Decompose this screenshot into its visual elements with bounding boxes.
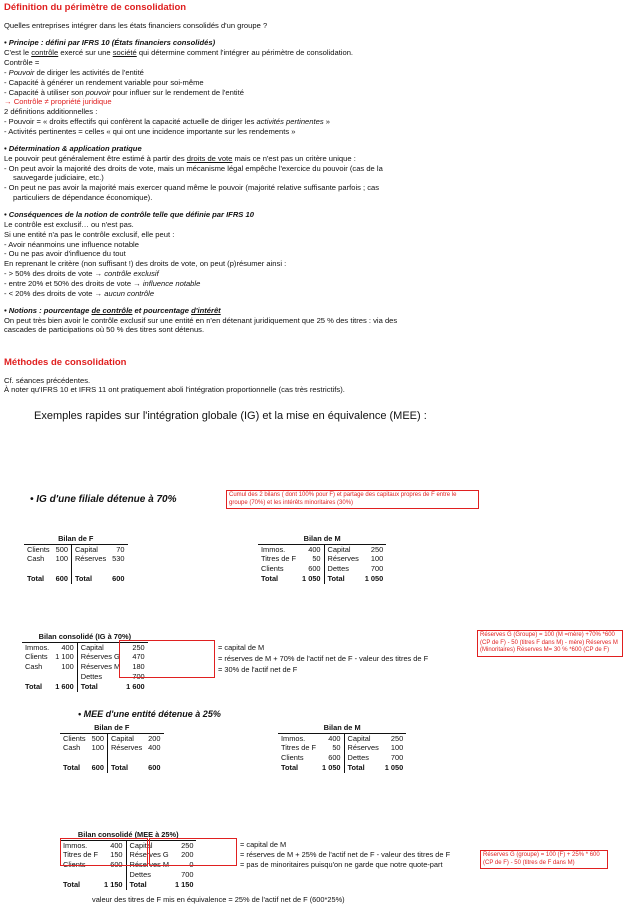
table-cell: 70 [116,544,125,554]
mee-bilan-m [278,723,406,773]
mee-anno: = capital de M [240,840,287,849]
table-cell: Clients [261,564,284,574]
table-cell: Réserves M [77,662,123,672]
table-cell: 100 [91,743,104,753]
cons-line: - entre 20% et 50% des droits de vote → influence notable [4,278,201,288]
det-line: - On peut avoir la majorité des droits de vote, mais un mécanisme légal empêche l'exercice du pouvoir (cas de la [4,163,383,173]
table-cell: Immos. [63,840,88,850]
table-cell: Immos. [281,733,306,743]
controle-item: - Capacité à utiliser son pouvoir pour influer sur le rendement de l'entité [4,87,244,97]
table-cell: Total [324,574,362,584]
table-cell: 100 [390,743,404,753]
table-cell: Total [25,682,43,692]
table-row [278,733,406,743]
table-cell: 600 [110,860,123,870]
table-cell: Total [77,682,123,692]
table-cell: 1 050 [302,574,321,584]
cons-line: - < 20% des droits de vote → aucun contrôle [4,288,155,298]
mee-bilan-f-title: Bilan de F [60,723,164,733]
table-cell: 50 [312,554,321,564]
table-cell: 250 [390,733,404,743]
table-cell: Total [107,763,145,773]
ig-anno: = 30% de l'actif net de F [218,665,298,674]
table-cell: 1 600 [55,682,74,692]
table-cell: 100 [370,554,384,564]
controle-label: Contrôle = [4,57,40,67]
ig-bilan-m [258,534,386,584]
table-cell: Clients [63,860,86,870]
notions-block [4,306,624,336]
table-row [60,733,164,743]
mee-consolide-title: Bilan consolidé (MEE à 25%) [60,830,196,840]
table-cell: 250 [370,544,384,554]
mee-anno: = pas de minoritaires puisqu'on ne garde que notre quote-part [240,860,443,869]
table-cell: 200 [181,850,194,860]
table-row [24,544,128,554]
examples-heading: Exemples rapides sur l'intégration globale (IG) et la mise en équivalence (MEE) : [34,410,427,423]
notions-line: On peut très bien avoir le contrôle exclusif sur une entité en n'en détenant juridiquement que 25 % des titres : via des [4,315,398,325]
controle-item: - Capacité à générer un rendement variable pour soi-même [4,77,204,87]
table-cell: 400 [308,544,321,554]
table-cell: 600 [91,763,104,773]
table-row [24,554,128,564]
mee-highlight-box-left [60,838,148,866]
cons-line: - Ou ne pas avoir d'influence du tout [4,249,126,259]
table-cell: Capital [77,642,123,652]
table-cell: Capital [344,733,382,743]
principe-line: C'est le contrôle exercé sur une société qui détermine comment l'intégrer au périmètre de consolidation. [4,48,354,58]
table-cell [53,564,72,574]
cons-line: - > 50% des droits de vote → contrôle exclusif [4,269,159,279]
consequences-title: • Conséquences de la notion de contrôle telle que définie par IFRS 10 [4,209,254,219]
table-cell: Immos. [261,544,286,554]
table-cell: 200 [148,733,161,743]
mee-bilan-m-title: Bilan de M [278,723,406,733]
ig-bilan-f-title: Bilan de F [24,534,128,544]
table-cell: Total [126,880,172,890]
table-cell: Réserves [107,743,145,753]
table-cell [60,753,89,763]
table-cell: Total [261,574,279,584]
ig-anno: = capital de M [218,643,265,652]
ig-highlight-box [119,640,215,678]
table-cell: 500 [55,544,68,554]
table-cell: 600 [55,574,68,584]
section-title-methodes: Méthodes de consolidation [4,357,127,369]
mee-footer: valeur des titres de F mis en équivalence = 25% de l'actif net de F (600*25%) [92,895,345,904]
table-cell: Immos. [25,642,50,652]
table-cell: Clients [27,544,50,554]
cons-line: - Avoir néanmoins une influence notable [4,239,139,249]
table-cell: 1 150 [104,880,123,890]
table-cell: 1 050 [384,763,404,773]
table-cell: Réserves [71,554,109,564]
table-cell: 1 150 [174,880,194,890]
table-cell: 400 [148,743,161,753]
methodes-line: À noter qu'IFRS 10 et IFRS 11 ont pratiquement aboli l'intégration proportionnelle (cas très restrictifs). [4,385,345,395]
table-row [22,682,148,692]
det-line: sauvegarde judiciaire, etc.) [13,173,104,183]
table-cell [22,672,52,682]
table-cell: 600 [112,574,125,584]
table-row [60,870,196,880]
controle-note: → Contrôle ≠ propriété juridique [4,97,112,107]
mee-anno: = réserves de M + 25% de l'actif net de F - valeur des titres de F [240,850,451,859]
table-cell: 1 050 [364,574,384,584]
table-cell: 400 [61,642,74,652]
mee-title: • MEE d'une entité détenue à 25% [78,709,221,719]
def-item: - Pouvoir = « droits effectifs qui confèrent la capacité actuelle de diriger les activités pertinentes » [4,117,330,127]
ig-side-note: Réserves G (Groupe) = 100 (M =mère) +70% *600 (CP de F) - 50 (titres F dans M) - mère) Réserves M (Minoritaires) Réserves M= 30 % *600 (CP de F) [477,630,623,657]
table-cell: Total [71,574,109,584]
table-cell: Dettes [344,753,382,763]
table-cell: 600 [328,753,341,763]
table-cell: Réserves G [77,652,123,662]
table-cell: 600 [308,564,321,574]
table-cell: Clients [63,733,86,743]
ig-title: • IG d'une filiale détenue à 70% [30,494,177,505]
table-row [60,743,164,753]
ig-note-box: Cumul des 2 bilans ( dont 100% pour F) et partage des capitaux propres de F entre le groupe (70%) et les intérêts minoritaires (30%) [226,490,479,509]
table-cell: Titres de F [261,554,297,564]
table-cell: Capital [126,840,172,850]
table-cell: Clients [281,753,304,763]
table-cell: Titres de F [281,743,317,753]
table-cell: Capital [324,544,362,554]
ig-consolide-title: Bilan consolidé (IG à 70%) [22,632,148,642]
table-cell: 530 [112,554,125,564]
section-title-perimetre: Définition du périmètre de consolidation [4,2,187,13]
table-cell [71,564,109,574]
table-cell: 470 [132,652,145,662]
defs-label: 2 définitions additionnelles : [4,107,98,117]
ig-anno: = réserves de M + 70% de l'actif net de F - valeur des titres de F [218,654,429,663]
det-line: Le pouvoir peut généralement être estimé à partir des droits de vote mais ce n'est pas un critère unique : [4,153,356,163]
table-row [24,564,128,574]
table-cell: Capital [107,733,145,743]
table-row [278,753,406,763]
consequences-block [4,210,624,299]
table-cell: 0 [189,860,194,870]
table-row [258,574,386,584]
table-cell: 1 050 [322,763,341,773]
table-cell: 100 [55,554,68,564]
table-cell [107,753,145,763]
table-row [60,753,164,763]
table-cell [24,564,53,574]
table-row [278,743,406,753]
table-cell: 250 [181,840,194,850]
table-cell [101,870,126,880]
table-cell: Réserves [344,743,382,753]
cons-line: Le contrôle est exclusif… ou n'est pas. [4,219,134,229]
table-cell [109,564,127,574]
table-cell: 700 [181,870,194,880]
table-cell: Total [63,763,81,773]
det-line: - On peut ne pas avoir la majorité mais exercer quand même le pouvoir (majorité relative suffisante parfois ; cas [4,183,380,193]
determination-title: • Détermination & application pratique [4,143,142,153]
table-cell: Dettes [126,870,172,880]
table-cell: Dettes [77,672,123,682]
table-cell: 700 [390,753,404,763]
notions-line: cascades de participations où 50 % des titres sont détenus. [4,325,205,335]
table-row [278,763,406,773]
table-cell: 100 [61,662,74,672]
table-cell [145,753,163,763]
table-cell: 400 [328,733,341,743]
mee-highlight-box-right [149,838,237,866]
ig-bilan-f [24,534,128,584]
table-cell: Total [281,763,299,773]
det-line: particuliers de dépendance économique). [13,193,153,203]
cons-line: En reprenant le critère (non suffisant !) des droits de vote, on peut (p)résumer ainsi : [4,259,287,269]
table-cell: Cash [63,743,81,753]
document-page [4,2,624,424]
table-cell [60,870,101,880]
cons-line: Si une entité n'a pas le contrôle exclusif, elle peut : [4,229,175,239]
table-cell: Titres de F [63,850,99,860]
table-cell: Réserves M [126,860,172,870]
table-cell: Capital [71,544,109,554]
table-cell: Total [344,763,382,773]
table-cell: 1 600 [126,682,145,692]
table-cell: Réserves G [126,850,172,860]
table-cell: 700 [370,564,384,574]
table-cell: 50 [332,743,341,753]
table-cell: Cash [27,554,45,564]
mee-side-note: Réserves G (groupe) = 100 (F) + 25% * 600 (CP de F) - 50 (titres de F dans M) [480,850,608,869]
table-cell [52,672,77,682]
table-row [258,564,386,574]
table-row [60,880,196,890]
table-cell: 250 [132,642,145,652]
table-cell: Total [27,574,45,584]
table-cell: Dettes [324,564,362,574]
table-cell: 1 100 [55,652,74,662]
table-row [258,554,386,564]
table-cell: Cash [25,662,43,672]
table-cell: Total [63,880,81,890]
controle-item: - Pouvoir de diriger les activités de l'entité [4,67,144,77]
table-row [258,544,386,554]
table-cell: 400 [110,840,123,850]
def-item: - Activités pertinentes = celles « qui ont une incidence importante sur les rendements » [4,126,296,136]
table-cell [89,753,108,763]
table-cell: 700 [132,672,145,682]
table-cell: 180 [132,662,145,672]
table-cell: 600 [148,763,161,773]
table-cell: Clients [25,652,48,662]
table-row [24,574,128,584]
mee-bilan-f [60,723,164,773]
table-cell: 500 [91,733,104,743]
table-cell: 150 [110,850,123,860]
methodes-line: Cf. séances précédentes. [4,375,91,385]
principe-title: • Principe : défini par IFRS 10 (États financiers consolidés) [4,38,216,48]
notions-title: • Notions : pourcentage de contrôle et pourcentage d'intérêt [4,305,221,315]
table-row [60,763,164,773]
principe-block [4,38,624,137]
determination-block [4,144,624,203]
table-cell: Réserves [324,554,362,564]
ig-bilan-m-title: Bilan de M [258,534,386,544]
question: Quelles entreprises intégrer dans les états financiers consolidés d'un groupe ? [4,21,268,31]
